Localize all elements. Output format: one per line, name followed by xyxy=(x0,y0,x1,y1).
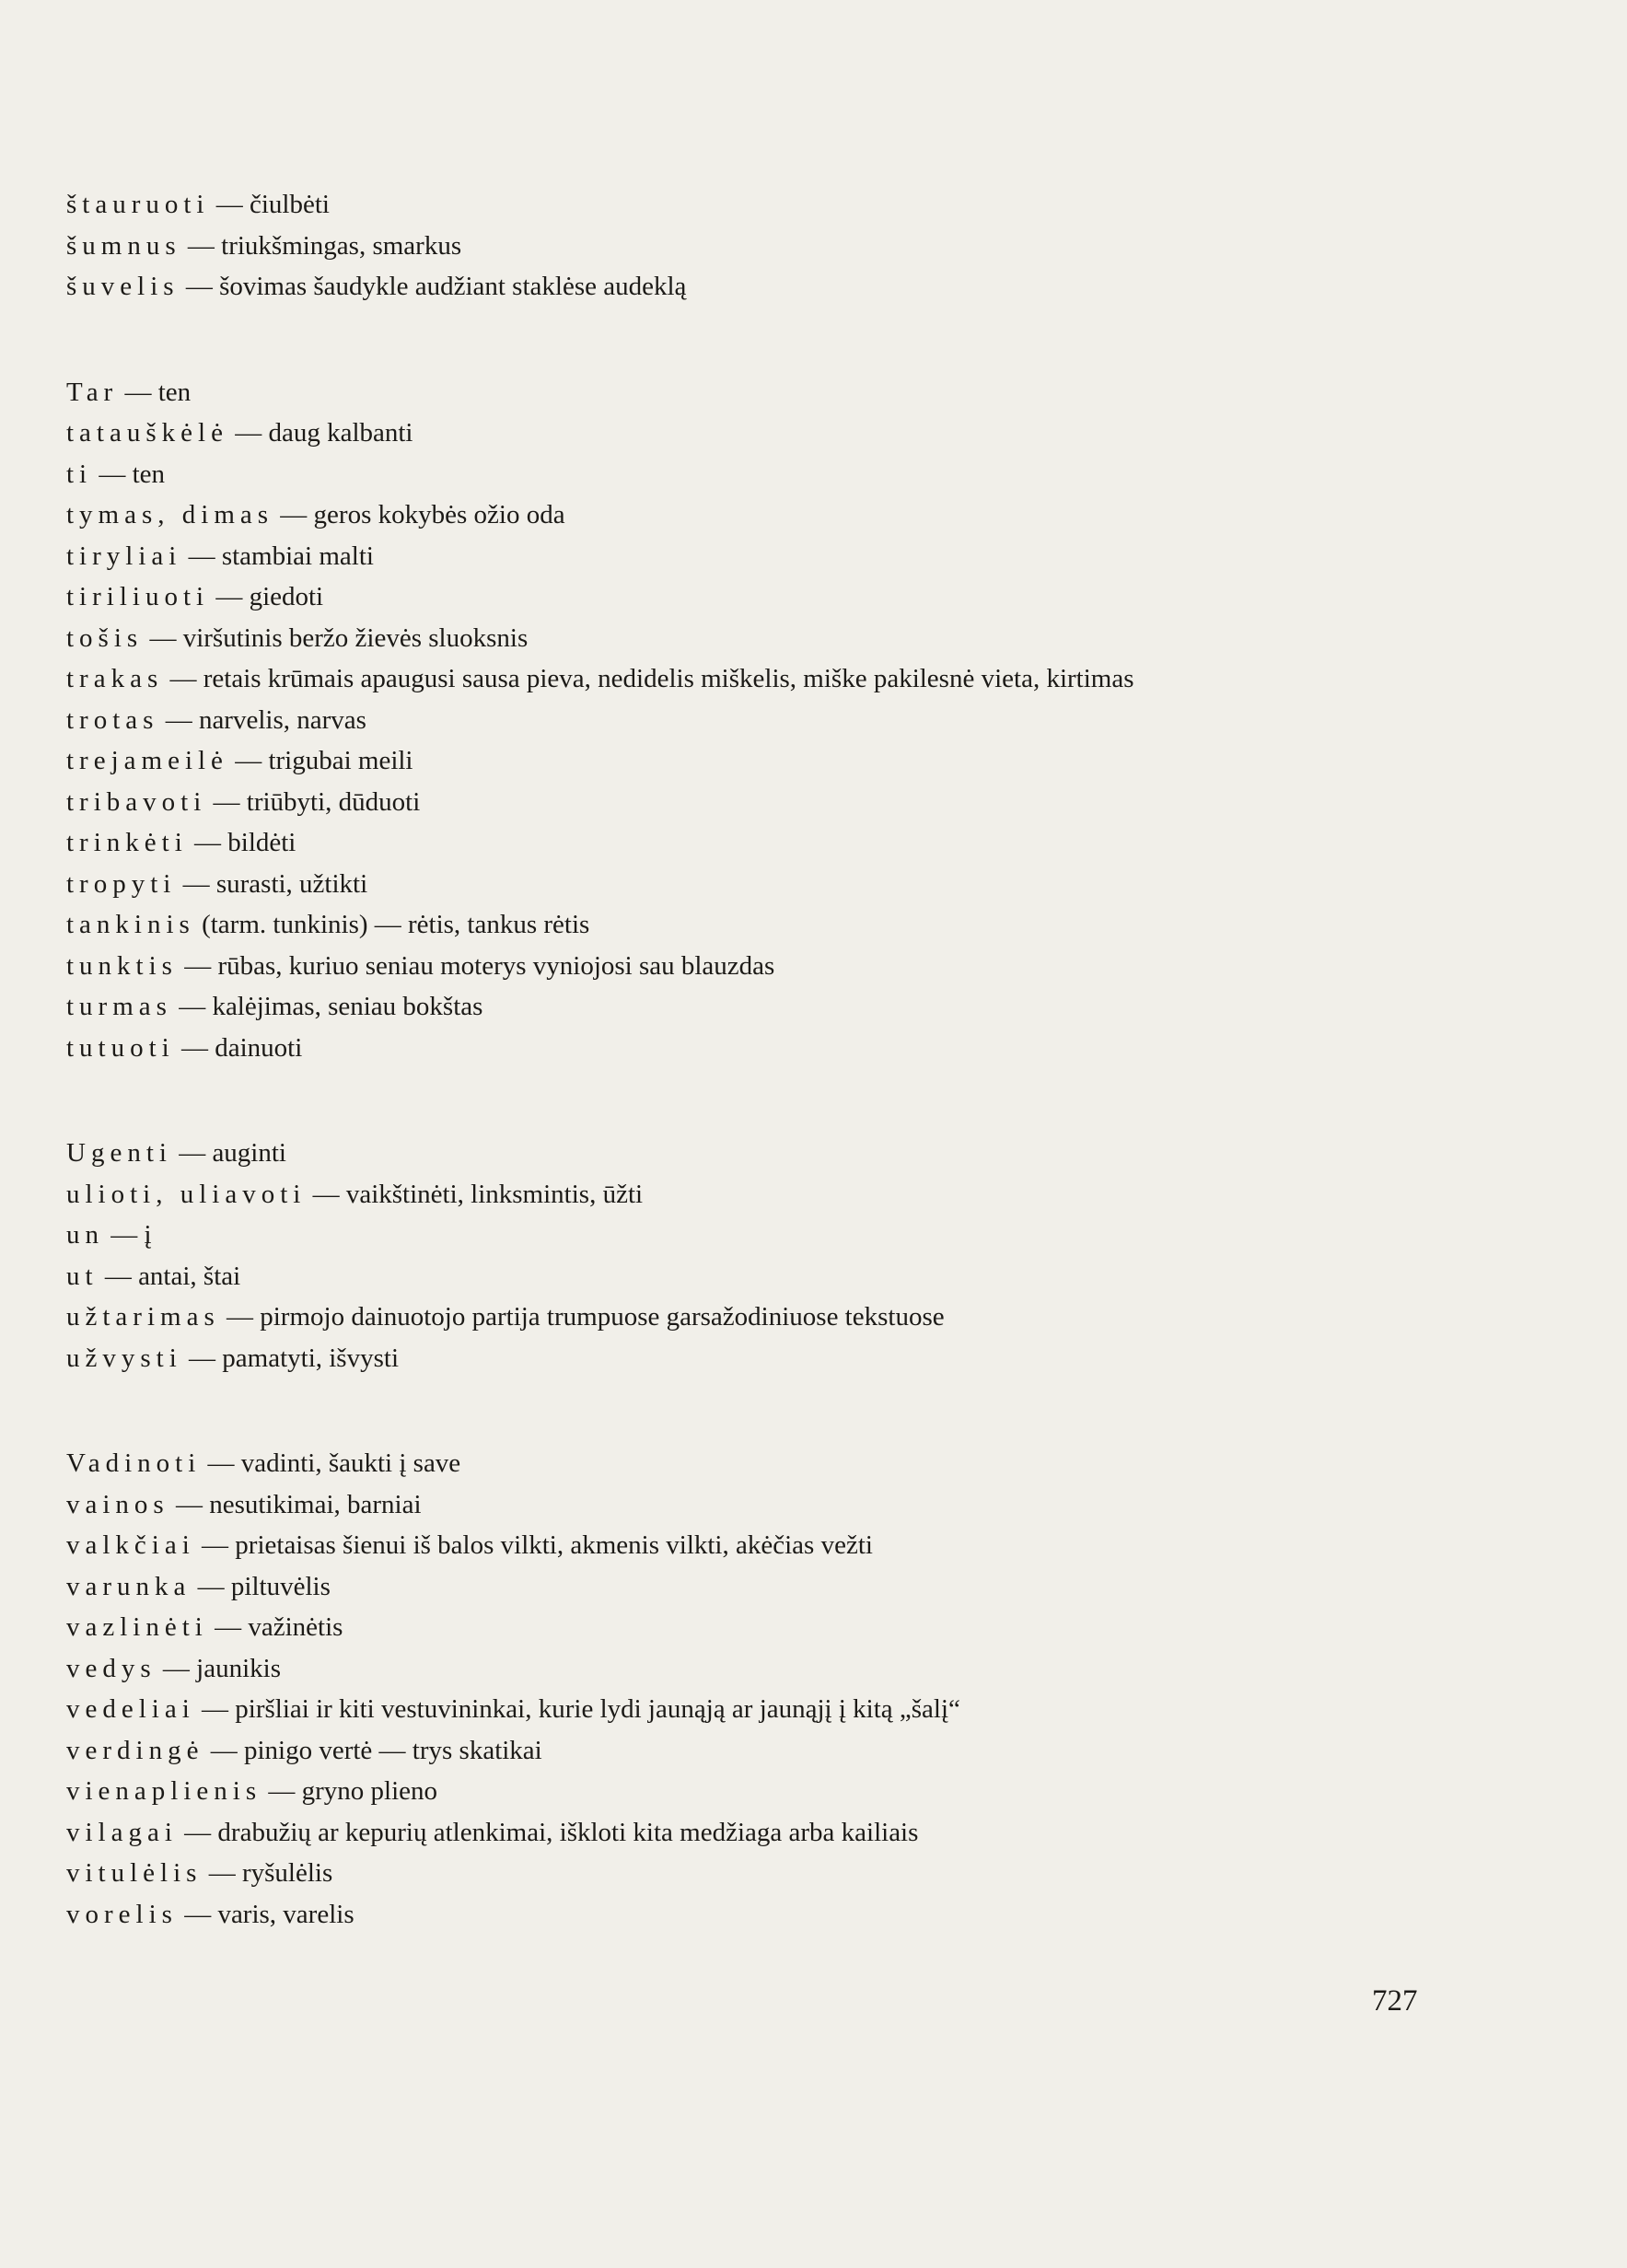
definition: — čiulbėti xyxy=(209,190,330,219)
glossary-entry xyxy=(66,1771,1438,1812)
definition: — prietaisas šienui iš balos vilkti, akmenis vilkti, akėčias vežti xyxy=(194,1530,873,1560)
glossary-entry xyxy=(66,1894,1438,1936)
glossary-entry xyxy=(66,494,1438,536)
definition: — daug kalbanti xyxy=(227,418,413,448)
headword: tribavoti xyxy=(66,786,207,817)
glossary-entry xyxy=(66,822,1438,864)
headword: vainos xyxy=(66,1489,169,1519)
headword: tatauškėlė xyxy=(66,418,228,448)
definition: — į xyxy=(104,1220,152,1250)
definition: — ryšulėlis xyxy=(202,1858,333,1888)
headword: Ugenti xyxy=(66,1138,172,1168)
definition: — jaunikis xyxy=(156,1653,282,1683)
headword: ut xyxy=(66,1261,99,1291)
headword: vorelis xyxy=(66,1899,178,1929)
glossary-entry xyxy=(66,1812,1438,1854)
glossary-entry xyxy=(66,454,1438,495)
definition: — šovimas šaudykle audžiant staklėse audeklą xyxy=(179,272,687,301)
definition: — geros kokybės ožio oda xyxy=(273,500,565,529)
definition: — viršutinis beržo žievės sluoksnis xyxy=(143,622,529,653)
definition: — ten xyxy=(92,459,166,489)
section-gap xyxy=(66,308,1438,372)
glossary-entry xyxy=(66,1338,1438,1379)
headword: varunka xyxy=(66,1571,192,1601)
definition: — piltuvėlis xyxy=(191,1571,331,1601)
headword: tunktis xyxy=(66,950,178,981)
glossary-entry xyxy=(66,1853,1438,1894)
glossary-entry xyxy=(66,904,1438,946)
definition: — važinėtis xyxy=(207,1612,343,1642)
definition: — nesutikimai, barniai xyxy=(169,1489,422,1519)
glossary-entry xyxy=(66,740,1438,782)
definition: — vaikštinėti, linksmintis, ūžti xyxy=(306,1179,644,1209)
headword: ti xyxy=(66,459,93,489)
headword: Vadinoti xyxy=(66,1448,202,1478)
headword: vienaplienis xyxy=(66,1776,262,1806)
headword: tankinis xyxy=(66,910,195,939)
glossary-entry xyxy=(66,1256,1438,1297)
definition: — pamatyti, išvysti xyxy=(181,1343,399,1373)
glossary-entries xyxy=(66,184,1438,1935)
glossary-entry xyxy=(66,266,1438,308)
glossary-entry xyxy=(66,1730,1438,1772)
headword: tropyti xyxy=(66,868,177,899)
definition: — narvelis, narvas xyxy=(158,704,366,735)
definition: — triukšmingas, smarkus xyxy=(180,230,462,261)
glossary-entry xyxy=(66,413,1438,454)
headword: tiriliuoti xyxy=(66,582,210,611)
glossary-entry xyxy=(66,864,1438,905)
glossary-entry xyxy=(66,1028,1438,1069)
definition: — stambiai malti xyxy=(181,541,374,571)
definition: — triūbyti, dūduoti xyxy=(206,786,421,817)
glossary-entry xyxy=(66,782,1438,823)
glossary-entry xyxy=(66,1297,1438,1338)
definition: — auginti xyxy=(171,1138,286,1168)
definition: — pinigo vertė — trys skatikai xyxy=(203,1735,542,1765)
glossary-entry xyxy=(66,1648,1438,1690)
headword: vilagai xyxy=(66,1817,178,1847)
glossary-entry xyxy=(66,986,1438,1028)
glossary-entry xyxy=(66,1443,1438,1484)
definition: — ten xyxy=(118,377,192,407)
headword: trejameilė xyxy=(66,746,228,775)
headword: tiryliai xyxy=(66,541,182,571)
definition: — bildėti xyxy=(187,828,296,857)
headword: tymas, dimas xyxy=(66,500,274,529)
definition: — varis, varelis xyxy=(177,1899,354,1929)
glossary-entry xyxy=(66,1133,1438,1174)
headword: vedys xyxy=(66,1653,157,1683)
definition: — vadinti, šaukti į save xyxy=(201,1448,461,1478)
glossary-entry xyxy=(66,1215,1438,1256)
headword: vazlinėti xyxy=(66,1612,208,1642)
headword: šuvelis xyxy=(66,272,180,301)
glossary-entry xyxy=(66,372,1438,413)
definition: — antai, štai xyxy=(98,1261,241,1291)
glossary-entry xyxy=(66,576,1438,618)
glossary-entry xyxy=(66,1525,1438,1566)
headword: Tar xyxy=(66,377,119,407)
headword: tošis xyxy=(66,622,144,653)
definition: — piršliai ir kiti vestuvininkai, kurie lydi jaunąją ar jaunąjį į kitą „šalį“ xyxy=(194,1694,960,1724)
definition: (tarm. tunkinis) — rėtis, tankus rėtis xyxy=(194,910,590,939)
headword: užtarimas xyxy=(66,1302,220,1332)
definition: — gryno plieno xyxy=(261,1776,438,1806)
glossary-entry xyxy=(66,946,1438,987)
headword: trotas xyxy=(66,704,159,735)
headword: šumnus xyxy=(66,230,181,261)
definition: — giedoti xyxy=(209,582,324,611)
headword: trinkėti xyxy=(66,828,188,857)
glossary-entry xyxy=(66,1689,1438,1730)
glossary-entry xyxy=(66,1566,1438,1608)
headword: trakas xyxy=(66,664,164,693)
headword: verdingė xyxy=(66,1735,204,1765)
glossary-entry xyxy=(66,536,1438,577)
headword: vitulėlis xyxy=(66,1858,203,1888)
definition: — kalėjimas, seniau bokštas xyxy=(171,992,483,1021)
definition: — pirmojo dainuotojo partija trumpuose garsažodiniuose tekstuose xyxy=(219,1302,945,1332)
headword: ulioti, uliavoti xyxy=(66,1179,307,1209)
headword: un xyxy=(66,1220,104,1250)
definition: — surasti, užtikti xyxy=(176,868,368,899)
page-number: 727 xyxy=(1372,1984,1418,2018)
definition: — trigubai meili xyxy=(227,746,413,775)
headword: tutuoti xyxy=(66,1032,175,1063)
glossary-entry xyxy=(66,1607,1438,1648)
glossary-entry xyxy=(66,658,1438,700)
headword: užvysti xyxy=(66,1343,182,1373)
glossary-entry xyxy=(66,700,1438,741)
definition: — drabužių ar kepurių atlenkimai, iškloti kita medžiaga arba kailiais xyxy=(177,1817,919,1847)
glossary-entry xyxy=(66,184,1438,226)
headword: turmas xyxy=(66,992,172,1021)
definition: — retais krūmais apaugusi sausa pieva, nedidelis miškelis, miške pakilesnė vieta, kirtimas xyxy=(163,664,1134,693)
section-gap xyxy=(66,1378,1438,1443)
headword: štauruoti xyxy=(66,190,210,219)
glossary-entry xyxy=(66,1174,1438,1215)
definition: — dainuoti xyxy=(174,1032,303,1063)
headword: vedeliai xyxy=(66,1694,195,1724)
glossary-entry xyxy=(66,226,1438,267)
glossary-entry xyxy=(66,1484,1438,1526)
section-gap xyxy=(66,1068,1438,1133)
glossary-entry xyxy=(66,618,1438,659)
headword: valkčiai xyxy=(66,1530,195,1560)
definition: — rūbas, kuriuo seniau moterys vyniojosi sau blauzdas xyxy=(177,950,775,981)
